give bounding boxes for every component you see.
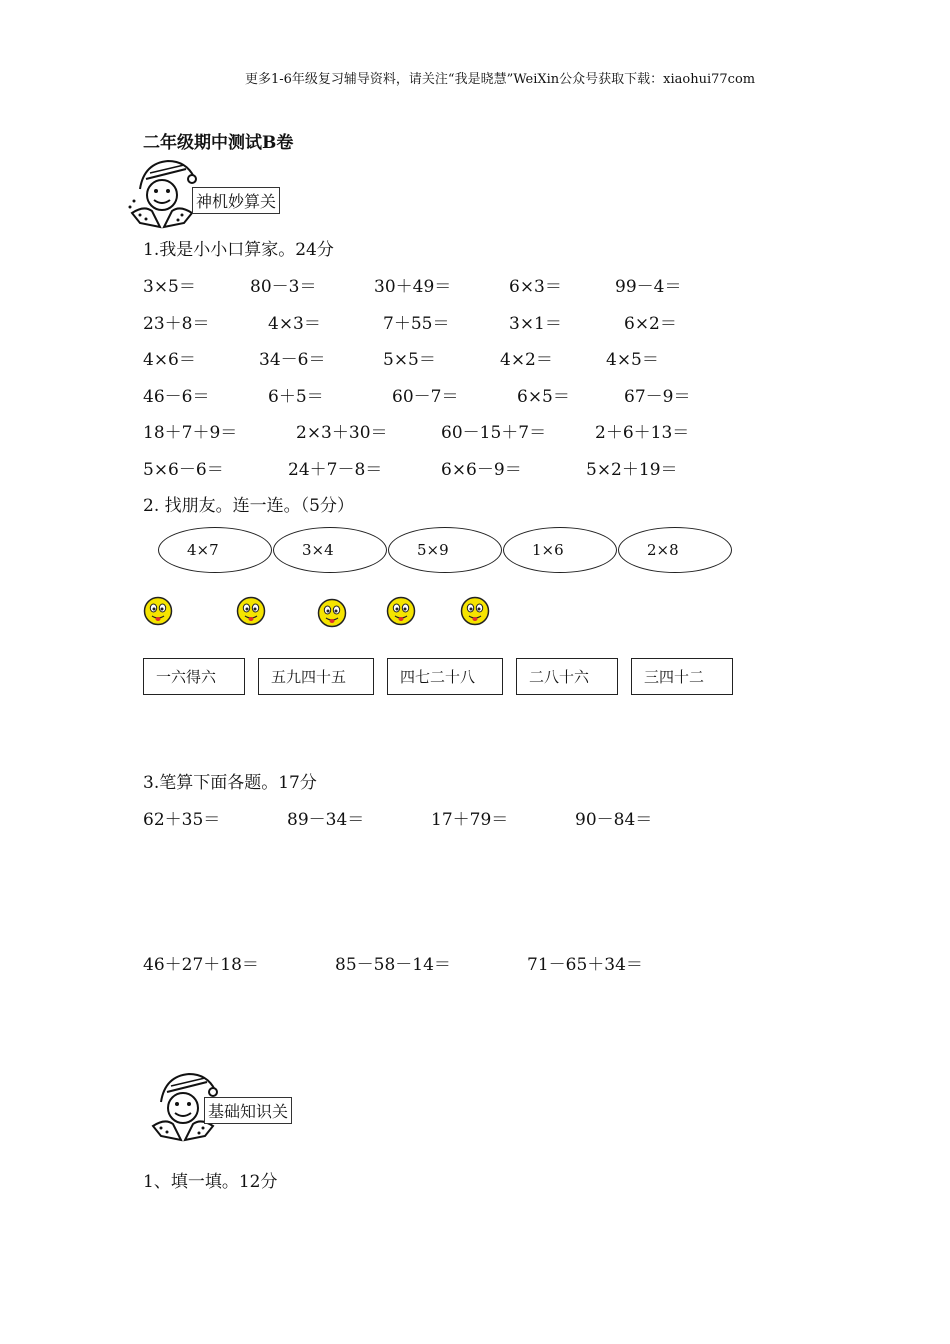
calc-item: 67－9＝ (624, 387, 691, 407)
calc-item: 23＋8＝ (143, 314, 210, 334)
smiley-face-icon (317, 598, 347, 628)
calc-item: 6＋5＝ (268, 387, 324, 407)
page-title: 二年级期中测试B卷 (143, 133, 294, 153)
answer-box[interactable]: 三四十二 (631, 658, 733, 695)
calc-item: 18＋7＋9＝ (143, 423, 238, 443)
calc-item: 6×2＝ (624, 314, 677, 334)
section-banner-shenji: 神机妙算关 (192, 187, 280, 214)
q3-title: 3.笔算下面各题。17分 (143, 773, 317, 793)
calc-item: 60－7＝ (392, 387, 459, 407)
calc-item: 34－6＝ (259, 350, 326, 370)
calc-item: 6×5＝ (517, 387, 570, 407)
expression-ellipse[interactable]: 1×6 (503, 527, 617, 573)
calc-item: 30＋49＝ (374, 277, 452, 297)
written-calc-item: 89－34＝ (287, 810, 365, 830)
smiley-face-icon (460, 596, 490, 626)
expression-ellipse[interactable]: 4×7 (158, 527, 272, 573)
calc-item: 6×6－9＝ (441, 460, 522, 480)
expression-ellipse[interactable]: 2×8 (618, 527, 732, 573)
calc-item: 4×2＝ (500, 350, 553, 370)
written-calc-item: 85－58－14＝ (335, 955, 451, 975)
written-calc-item: 71－65＋34＝ (527, 955, 643, 975)
calc-item: 46－6＝ (143, 387, 210, 407)
smiley-face-icon (236, 596, 266, 626)
calc-item: 4×5＝ (606, 350, 659, 370)
q1-title: 1.我是小小口算家。24分 (143, 240, 334, 260)
answer-box[interactable]: 四七二十八 (387, 658, 503, 695)
smiley-face-icon (143, 596, 173, 626)
section2-q1-title: 1、填一填。12分 (143, 1172, 278, 1192)
calc-item: 24＋7－8＝ (288, 460, 383, 480)
calc-item: 7＋55＝ (383, 314, 450, 334)
written-calc-item: 62＋35＝ (143, 810, 221, 830)
calc-item: 60－15＋7＝ (441, 423, 547, 443)
calc-item: 2＋6＋13＝ (595, 423, 690, 443)
expression-ellipse[interactable]: 3×4 (273, 527, 387, 573)
q2-title: 2. 找朋友。连一连。（5分） (143, 496, 354, 516)
calc-item: 2×3＋30＝ (296, 423, 388, 443)
written-calc-item: 17＋79＝ (431, 810, 509, 830)
expression-ellipse[interactable]: 5×9 (388, 527, 502, 573)
calc-item: 4×3＝ (268, 314, 321, 334)
written-calc-item: 46＋27＋18＝ (143, 955, 259, 975)
calc-item: 5×5＝ (383, 350, 436, 370)
calc-item: 5×6－6＝ (143, 460, 224, 480)
calc-item: 3×5＝ (143, 277, 196, 297)
answer-box[interactable]: 五九四十五 (258, 658, 374, 695)
calc-item: 80－3＝ (250, 277, 317, 297)
smiley-face-icon (386, 596, 416, 626)
calc-item: 6×3＝ (509, 277, 562, 297)
calc-item: 3×1＝ (509, 314, 562, 334)
written-calc-item: 90－84＝ (575, 810, 653, 830)
calc-item: 4×6＝ (143, 350, 196, 370)
calc-item: 5×2＋19＝ (586, 460, 678, 480)
clown-mascot-icon (122, 155, 197, 230)
page-header: 更多1-6年级复习辅导资料，请关注“我是晓慧”WeiXin公众号获取下载：xiaohui77com (245, 72, 756, 87)
section-banner-jichu: 基础知识关 (204, 1097, 292, 1124)
calc-item: 99－4＝ (615, 277, 682, 297)
answer-box[interactable]: 一六得六 (143, 658, 245, 695)
answer-box[interactable]: 二八十六 (516, 658, 618, 695)
